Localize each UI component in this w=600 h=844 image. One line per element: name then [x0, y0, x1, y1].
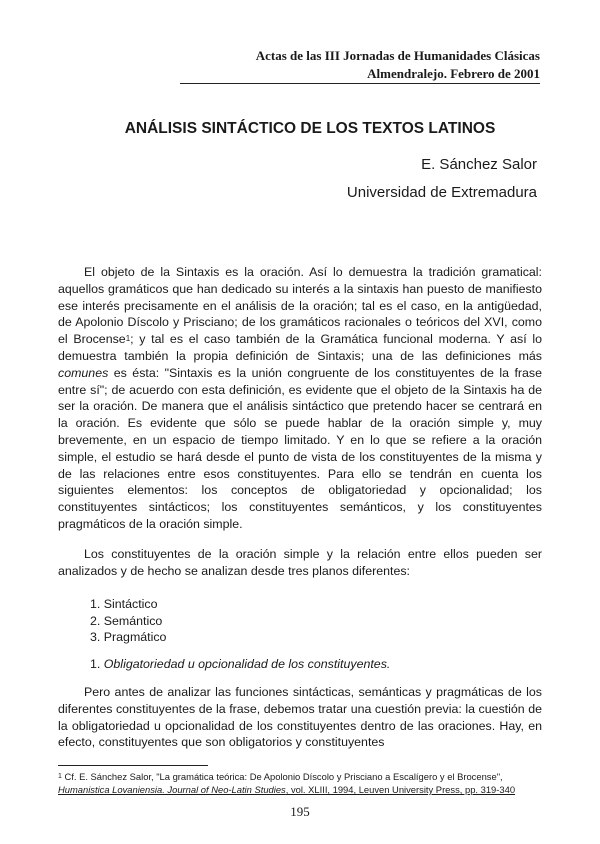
paragraph-planes: Los constituyentes de la oración simple y la relación entre ellos pueden ser analizados y de hecho se analizan desde tres planos diferentes: [58, 547, 542, 578]
author-name: E. Sánchez Salor [421, 156, 537, 173]
section-heading [90, 656, 530, 672]
paragraph-intro-text-b: ; y tal es el caso también de la Gramática funcional moderna. Y así lo demuestra también la propia definición de Sintaxis; una de las definiciones más [58, 332, 542, 363]
header-rule [180, 83, 540, 84]
footnote-line-2 [58, 783, 542, 796]
list-item: 1. Sintáctico [90, 597, 158, 611]
paragraph-intro [58, 264, 542, 533]
section-title: Obligatoriedad u opcionalidad de los constituyentes. [103, 657, 391, 671]
footnote-rule [58, 765, 208, 766]
section-number: 1. [90, 657, 104, 671]
paragraph-intro-emphasis: comunes [58, 365, 109, 380]
footnote-mark: 1 [58, 773, 62, 780]
list-item: 2. Semántico [90, 613, 163, 628]
article-title: ANÁLISIS SINTÁCTICO DE LOS TEXTOS LATINOS [124, 120, 496, 137]
footnote [58, 770, 542, 796]
footnote-ref: 1 [125, 334, 131, 344]
footnote-details: , vol. XLIII, 1994, Leuven University Press, pp. 319-340 [285, 784, 516, 795]
paragraph-intro-text-d: es ésta: "Sintaxis es la unión congruente de los constituyentes de la frase entre sí"; de acuerdo con esta definición, es evidente que el objeto de la Sintaxis ha de ser la oración. De manera que el análisis sintáctico que pretendo hacer se centrará en la oración. Es evidente que sólo se puede hablar de la oración simple y, muy brevemente, en un espacio de tiempo limitado. Y en lo que se refiere a la oración simple, el estudio se hará desde el punto de vista de los constituyentes de la misma y de las relaciones entre esos constituyentes. Para ello se tendrán en cuenta los siguientes elementos: los conceptos de obligatoriedad y opcionalidad; los constituyentes sintácticos; los constituyentes semánticos, y los constituyentes pragmáticos de la oración simple. [58, 365, 542, 531]
author-affiliation: Universidad de Extremadura [346, 184, 537, 201]
footnote-text: Cf. E. Sánchez Salor, "La gramática teórica: De Apolonio Díscolo y Prisciano a Escalígero y el Brocense", [61, 771, 503, 782]
paragraph-intro-text-a: El objeto de la Sintaxis es la oración. Así lo demuestra la tradición gramatical: aquellos gramáticos que han dedicado su interés a la sintaxis han puesto de manifiesto ese interés precisamente en el análisis de la oración; tal es el caso, en la antigüedad, de Apolonio Díscolo y Prisciano; de los gramáticos racionales o teóricos del XVI, como el Brocense [58, 265, 542, 347]
proceedings-place-date: Almendralejo. Febrero de 2001 [367, 66, 540, 81]
paragraph-obligatoriedad: Pero antes de analizar las funciones sintácticas, semánticas y pragmáticas de los diferentes constituyentes de la frase, debemos tratar una cuestión previa: la cuestión de la obligatoriedad u opcionalidad de los constituyentes dentro de las oraciones. Hay, en efecto, constituyentes que son obligatorios y constituyentes [58, 685, 542, 750]
page-number: 195 [290, 804, 310, 819]
footnote-journal: Humanistica Lovaniensia. Journal of Neo-Latin Studies [58, 784, 286, 795]
footnote-line-1 [58, 770, 542, 783]
list-item: 3. Pragmático [90, 630, 167, 645]
proceedings-header: Actas de las III Jornadas de Humanidades Clásicas [255, 48, 540, 63]
planes-list [90, 596, 166, 646]
